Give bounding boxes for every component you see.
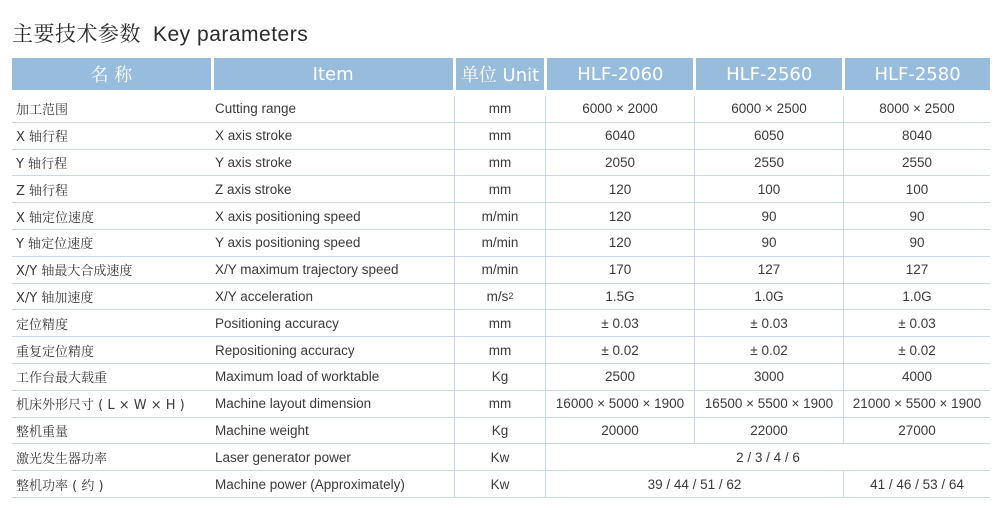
row-unit: Kw <box>454 444 546 470</box>
row-name-en: X axis stroke <box>215 128 293 144</box>
row-name-cn: 加工范围 <box>16 103 69 119</box>
row-unit: Kg <box>454 418 546 444</box>
row-name-en: Cutting range <box>215 101 297 117</box>
row-value-2560: ± 0.03 <box>695 310 844 336</box>
row-unit: m/min <box>454 203 546 229</box>
row-value-2580: 90 <box>909 208 925 224</box>
row-value-2560: 1.0G <box>695 284 844 310</box>
unit-text: m/s <box>486 288 509 304</box>
row-value-2560: 127 <box>695 257 844 283</box>
table-body <box>12 96 990 498</box>
row-unit: mm <box>454 337 546 363</box>
row-unit: mm <box>454 150 546 176</box>
row-name-en: Machine weight <box>215 422 309 438</box>
table-row <box>12 176 990 203</box>
table-row <box>12 284 990 311</box>
row-value-2580: 100 <box>905 181 929 197</box>
page-title <box>12 18 308 48</box>
row-name-cn: 工作台最大载重 <box>16 371 108 387</box>
row-value-2560: 6000 × 2500 <box>695 96 844 122</box>
row-value-2560: 3000 <box>695 364 844 390</box>
row-value-2580: 8000 × 2500 <box>879 101 955 117</box>
row-value-2060: 20000 <box>546 418 695 444</box>
table-row <box>12 444 990 471</box>
row-value-2060: 2500 <box>546 364 695 390</box>
table-row <box>12 257 990 284</box>
row-value-2580: 21000 × 5500 × 1900 <box>852 396 982 412</box>
row-name-cn: 机床外形尺寸 ( L × W × H ) <box>16 398 185 414</box>
row-value-2060: 1.5G <box>546 284 695 310</box>
row-name-en: Machine layout dimension <box>215 396 372 412</box>
row-value-2060: 170 <box>546 257 695 283</box>
row-value-2580: 127 <box>905 262 929 278</box>
row-unit: mm <box>454 96 546 122</box>
row-value-2560: 90 <box>695 203 844 229</box>
row-value-2060: 6000 × 2000 <box>546 96 695 122</box>
row-name-cn: 定位精度 <box>16 317 69 333</box>
row-value-2060: 120 <box>546 176 695 202</box>
table-row <box>12 203 990 230</box>
table-row <box>12 123 990 150</box>
row-value-2580: 8040 <box>901 128 933 144</box>
row-value-2580: 1.0G <box>902 288 932 304</box>
row-name-cn: Z 轴行程 <box>16 183 69 199</box>
row-value-2580: 27000 <box>898 422 936 438</box>
row-value-2060: ± 0.03 <box>546 310 695 336</box>
row-name-en: Z axis stroke <box>215 181 292 197</box>
table-row <box>12 310 990 337</box>
header-model-2: HLF-2560 <box>696 58 842 90</box>
row-name-en: Y axis stroke <box>215 154 293 170</box>
row-value-2580: ± 0.02 <box>898 342 936 358</box>
row-unit: m/min <box>454 230 546 256</box>
table-row <box>12 96 990 123</box>
table-row <box>12 230 990 257</box>
table-row <box>12 150 990 177</box>
row-name-cn: X/Y 轴加速度 <box>16 290 94 306</box>
row-value-2560: ± 0.02 <box>695 337 844 363</box>
row-value-2580: 41 / 46 / 53 / 64 <box>870 476 964 492</box>
row-value-2060: 2050 <box>546 150 695 176</box>
row-name-en: Laser generator power <box>215 449 351 465</box>
row-value-all-models: 2 / 3 / 4 / 6 <box>736 449 800 465</box>
row-value-2580: ± 0.03 <box>898 315 936 331</box>
row-unit: Kw <box>454 471 546 497</box>
row-value-2560: 2550 <box>695 150 844 176</box>
table-row <box>12 364 990 391</box>
row-value-2580: 90 <box>909 235 925 251</box>
row-value-2060: 120 <box>546 230 695 256</box>
row-name-en: Y axis positioning speed <box>215 235 361 251</box>
row-unit <box>454 284 546 310</box>
table-row <box>12 418 990 445</box>
header-model-3: HLF-2580 <box>845 58 990 90</box>
row-unit: mm <box>454 310 546 336</box>
row-name-cn: X 轴行程 <box>16 130 69 146</box>
header-model-1: HLF-2060 <box>547 58 693 90</box>
title-en: Key parameters <box>153 23 309 46</box>
row-unit: Kg <box>454 364 546 390</box>
row-name-en: Repositioning accuracy <box>215 342 355 358</box>
table-header <box>12 58 990 90</box>
row-name-cn: 整机重量 <box>16 424 69 440</box>
row-value-2560: 6050 <box>695 123 844 149</box>
row-name-en: Maximum load of worktable <box>215 369 380 385</box>
row-name-en: Machine power (Approximately) <box>215 476 405 492</box>
row-name-cn: 激光发生器功率 <box>16 451 108 467</box>
row-value-2580: 4000 <box>901 369 933 385</box>
unit-superscript: 2 <box>508 291 514 302</box>
row-name-cn: Y 轴行程 <box>16 156 68 172</box>
row-name-en: X axis positioning speed <box>215 208 361 224</box>
row-unit: mm <box>454 176 546 202</box>
table-row <box>12 391 990 418</box>
row-value-2060: 120 <box>546 203 695 229</box>
row-value-2560: 90 <box>695 230 844 256</box>
title-cn: 主要技术参数 <box>12 22 141 46</box>
row-name-cn: X/Y 轴最大合成速度 <box>16 264 133 280</box>
row-unit: mm <box>454 391 546 417</box>
table-row <box>12 337 990 364</box>
row-name-en: Positioning accuracy <box>215 315 339 331</box>
header-name-cn: 名 称 <box>12 58 211 90</box>
row-name-cn: X 轴定位速度 <box>16 210 95 226</box>
row-unit: m/min <box>454 257 546 283</box>
row-name-en: X/Y maximum trajectory speed <box>215 262 399 278</box>
row-name-cn: 重复定位精度 <box>16 344 95 360</box>
row-name-cn: 整机功率 ( 约 ) <box>16 478 104 494</box>
row-unit: mm <box>454 123 546 149</box>
header-unit: 单位 Unit <box>456 58 545 90</box>
row-value-2060-2560: 39 / 44 / 51 / 62 <box>546 471 844 497</box>
row-value-2060: 16000 × 5000 × 1900 <box>546 391 695 417</box>
header-item: Item <box>214 58 453 90</box>
row-name-en: X/Y acceleration <box>215 288 314 304</box>
table-row <box>12 471 990 498</box>
row-value-2560: 16500 × 5500 × 1900 <box>695 391 844 417</box>
row-value-2060: 6040 <box>546 123 695 149</box>
row-value-2560: 22000 <box>695 418 844 444</box>
row-name-cn: Y 轴定位速度 <box>16 237 94 253</box>
row-value-2060: ± 0.02 <box>546 337 695 363</box>
row-value-2580: 2550 <box>901 154 933 170</box>
row-value-2560: 100 <box>695 176 844 202</box>
